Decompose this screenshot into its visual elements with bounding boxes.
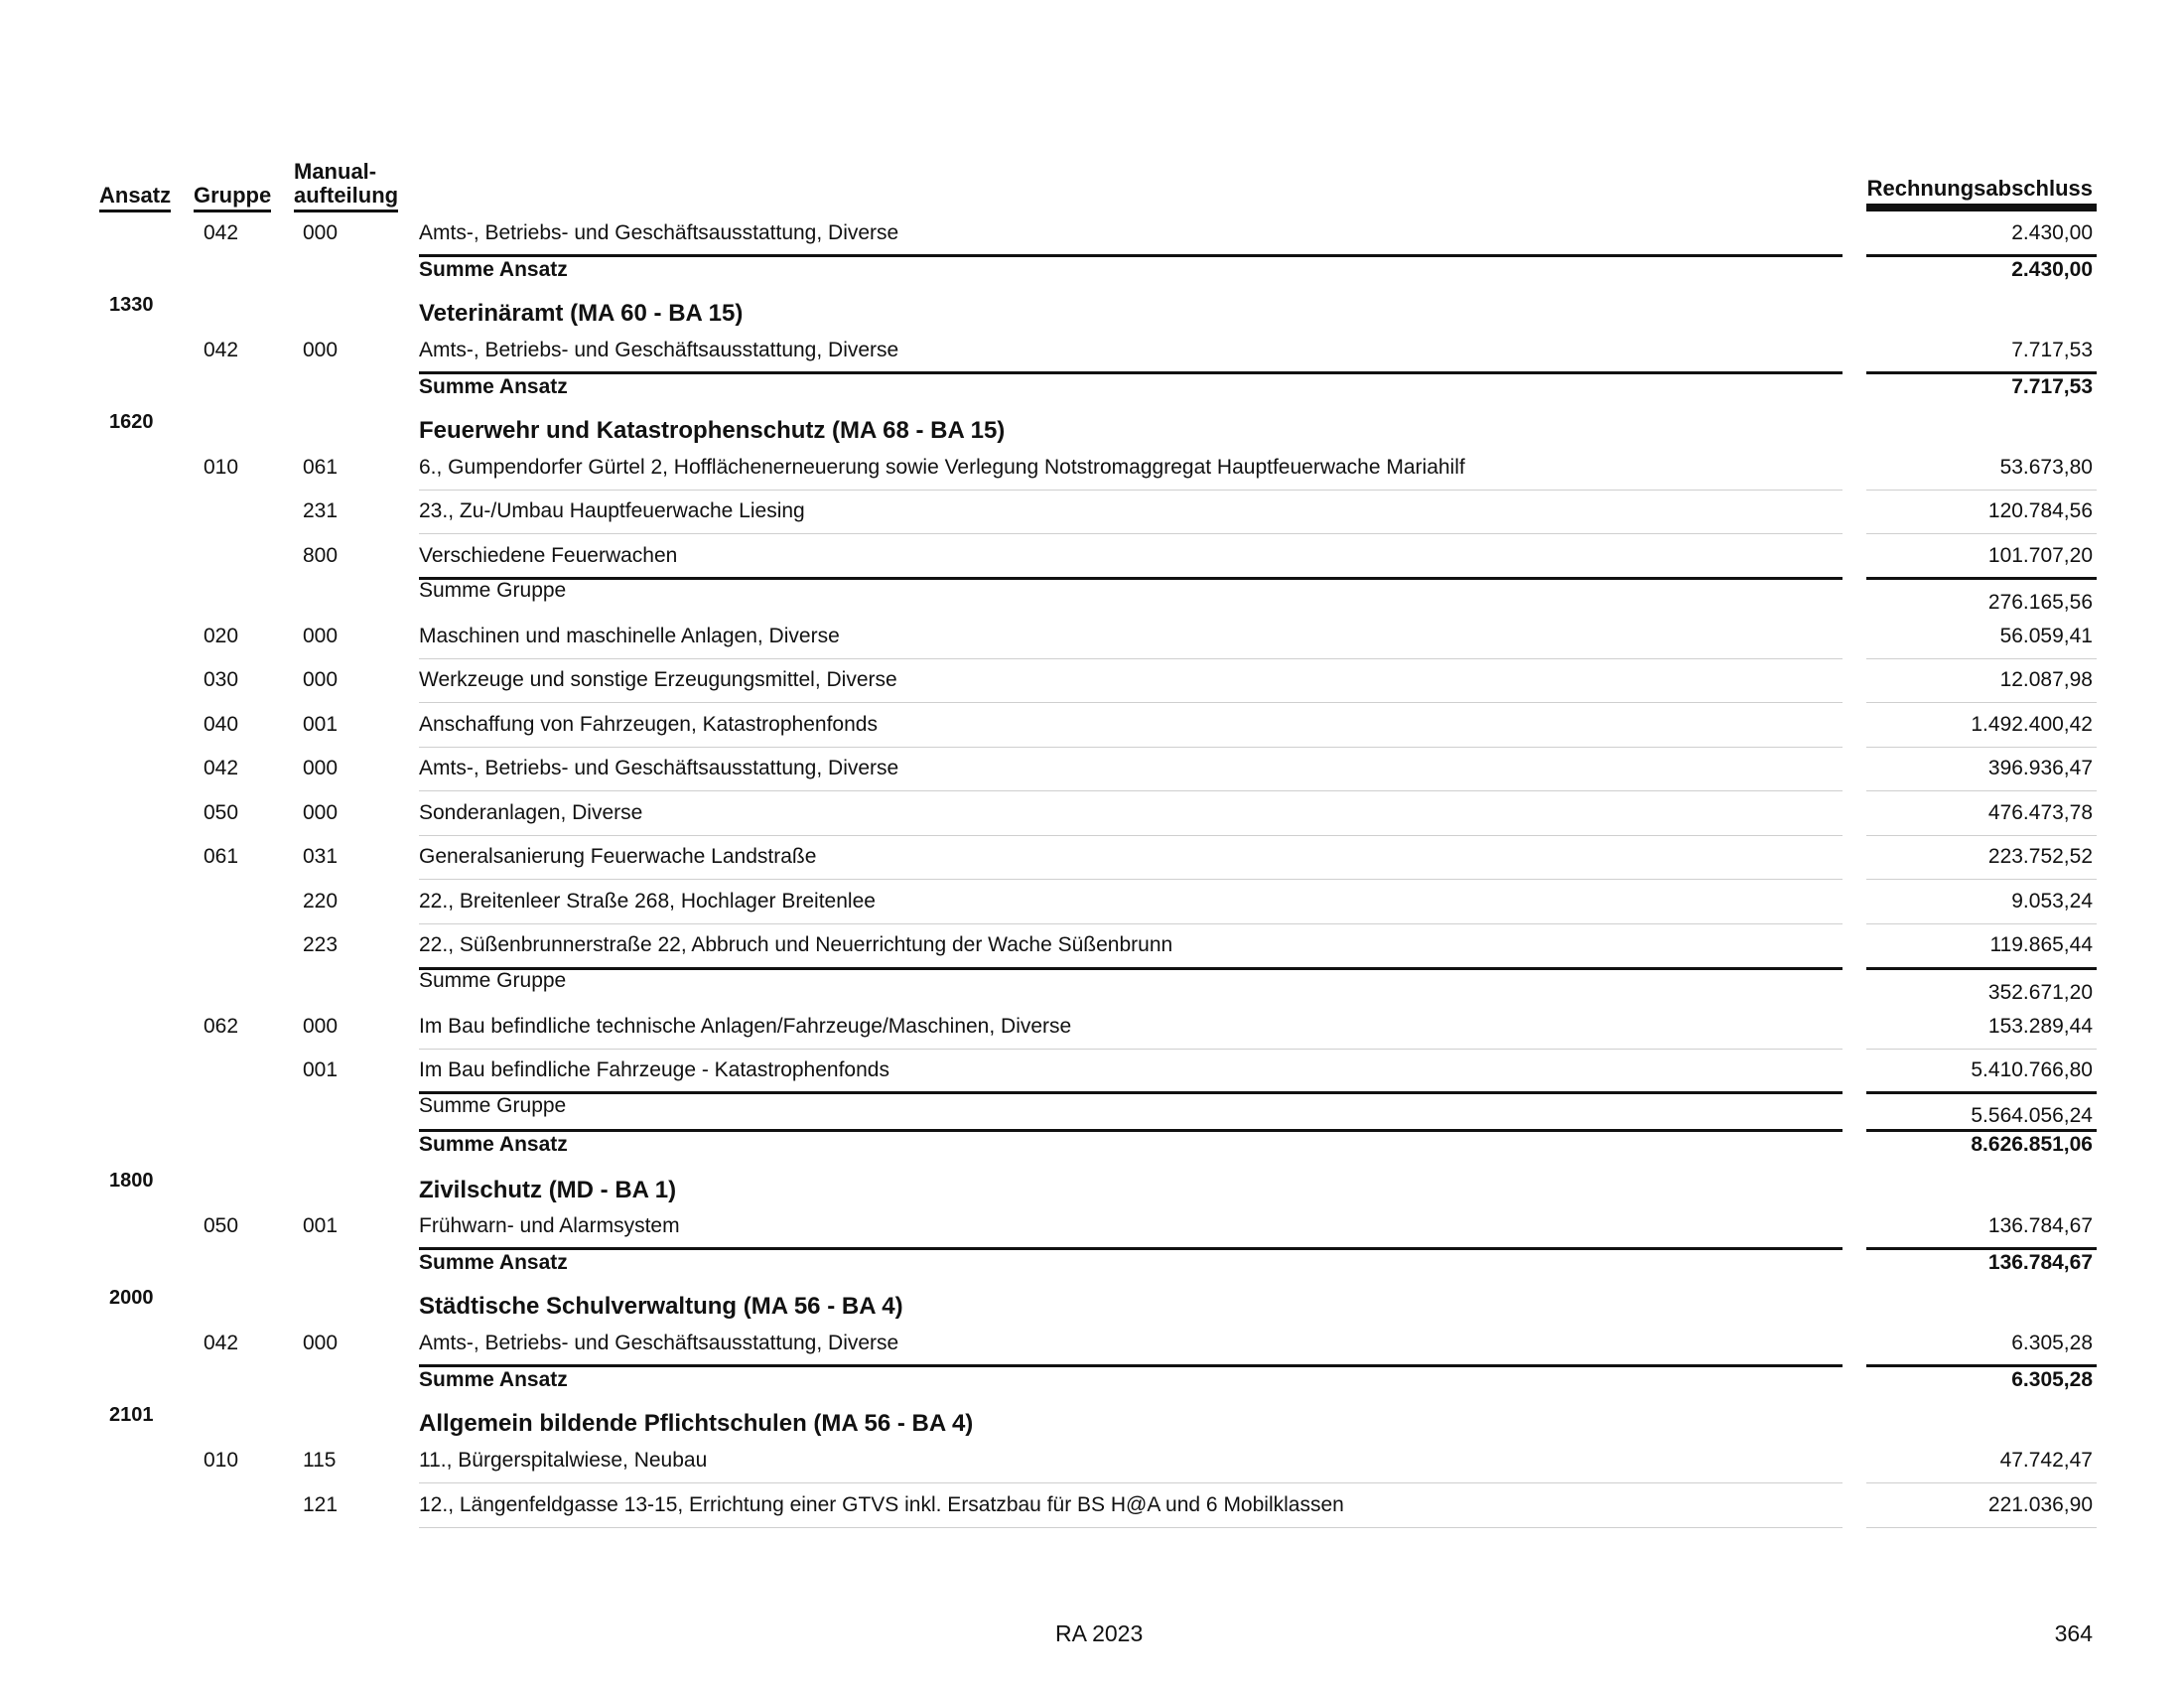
manual-cell: 000 — [303, 1332, 339, 1354]
total-rule — [419, 371, 1843, 374]
summe-gruppe-value: 276.165,56 — [1987, 591, 2093, 614]
description-cell: Im Bau befindliche Fahrzeuge - Katastrophenfonds — [419, 1058, 889, 1081]
col-header-manual-line2: aufteilung — [294, 183, 398, 212]
table-row — [0, 702, 2184, 747]
amount-cell: 47.742,47 — [1999, 1449, 2093, 1472]
manual-cell: 121 — [303, 1493, 339, 1516]
total-rule — [1866, 967, 2097, 970]
total-rule — [419, 1247, 1843, 1250]
total-rule — [419, 1364, 1843, 1367]
table-row — [0, 1048, 2184, 1092]
amount-cell: 396.936,47 — [1987, 757, 2093, 779]
amount-cell: 1.492.400,42 — [1971, 713, 2093, 736]
table-row — [0, 1321, 2184, 1365]
section-title: Allgemein bildende Pflichtschulen (MA 56 - BA 4) — [419, 1410, 974, 1437]
total-rule — [1866, 1091, 2097, 1094]
summe-ansatz-label: Summe Ansatz — [419, 375, 568, 398]
table-row — [0, 1482, 2184, 1527]
gruppe-cell: 062 — [204, 1015, 239, 1038]
gruppe-cell: 040 — [204, 713, 239, 736]
total-rule — [419, 254, 1843, 257]
gruppe-cell: 061 — [204, 845, 239, 868]
col-header-gruppe: Gruppe — [194, 183, 271, 212]
table-row — [0, 746, 2184, 790]
summe-gruppe-value: 352.671,20 — [1987, 981, 2093, 1004]
manual-cell: 000 — [303, 339, 339, 361]
summe-ansatz-value: 136.784,67 — [1987, 1251, 2093, 1274]
table-row — [0, 834, 2184, 879]
summe-ansatz-label: Summe Ansatz — [419, 258, 568, 281]
table-row — [0, 614, 2184, 658]
summe-gruppe-label: Summe Gruppe — [419, 1094, 567, 1117]
description-cell: Amts-, Betriebs- und Geschäftsausstattung, Diverse — [419, 221, 899, 244]
description-cell: Anschaffung von Fahrzeugen, Katastrophenfonds — [419, 713, 878, 736]
gruppe-cell: 010 — [204, 1449, 239, 1472]
summe-ansatz-value: 8.626.851,06 — [1971, 1133, 2093, 1156]
footer-document-label: RA 2023 — [1055, 1620, 1144, 1646]
amount-cell: 153.289,44 — [1987, 1015, 2093, 1038]
table-row — [0, 1438, 2184, 1482]
ansatz-code: 1330 — [109, 294, 154, 316]
section-title: Zivilschutz (MD - BA 1) — [419, 1177, 677, 1203]
ansatz-code: 1800 — [109, 1170, 154, 1192]
summe-ansatz-value: 7.717,53 — [2011, 375, 2093, 398]
summe-gruppe-value: 5.564.056,24 — [1971, 1104, 2093, 1127]
section-title: Städtische Schulverwaltung (MA 56 - BA 4) — [419, 1293, 903, 1320]
manual-cell: 000 — [303, 221, 339, 244]
gruppe-cell: 030 — [204, 668, 239, 691]
manual-cell: 001 — [303, 713, 339, 736]
description-cell: Sonderanlagen, Diverse — [419, 801, 643, 824]
ansatz-code: 1620 — [109, 411, 154, 433]
table-row — [0, 328, 2184, 372]
table-row — [0, 445, 2184, 490]
total-rule — [1866, 1247, 2097, 1250]
manual-cell: 231 — [303, 499, 339, 522]
amount-cell: 56.059,41 — [1999, 625, 2093, 647]
description-cell: Im Bau befindliche technische Anlagen/Fahrzeuge/Maschinen, Diverse — [419, 1015, 1072, 1038]
gruppe-cell: 042 — [204, 757, 239, 779]
summe-ansatz-label: Summe Ansatz — [419, 1251, 568, 1274]
manual-cell: 000 — [303, 801, 339, 824]
manual-cell: 000 — [303, 1015, 339, 1038]
summe-gruppe-label: Summe Gruppe — [419, 969, 567, 992]
amount-cell: 101.707,20 — [1987, 544, 2093, 567]
gruppe-cell: 020 — [204, 625, 239, 647]
table-row — [0, 533, 2184, 578]
gruppe-cell: 050 — [204, 1214, 239, 1237]
amount-cell: 9.053,24 — [2011, 890, 2093, 913]
manual-cell: 223 — [303, 933, 339, 956]
table-row — [0, 1203, 2184, 1248]
description-cell: 22., Breitenleer Straße 268, Hochlager Breitenlee — [419, 890, 876, 913]
amount-cell: 7.717,53 — [2011, 339, 2093, 361]
manual-cell: 061 — [303, 456, 339, 479]
amount-cell: 119.865,44 — [1989, 933, 2093, 956]
manual-cell: 031 — [303, 845, 339, 868]
total-rule — [1866, 1364, 2097, 1367]
table-row — [0, 211, 2184, 255]
total-rule — [419, 1091, 1843, 1094]
total-rule — [1866, 254, 2097, 257]
amount-cell: 5.410.766,80 — [1971, 1058, 2093, 1081]
summe-ansatz-label: Summe Ansatz — [419, 1368, 568, 1391]
amount-cell: 53.673,80 — [1999, 456, 2093, 479]
table-row — [0, 790, 2184, 835]
col-header-manual-line1: Manual- — [294, 159, 377, 184]
manual-cell: 115 — [303, 1449, 337, 1472]
section-title: Feuerwehr und Katastrophenschutz (MA 68 - BA 15) — [419, 417, 1006, 444]
gruppe-cell: 010 — [204, 456, 239, 479]
total-rule — [1866, 577, 2097, 580]
description-cell: 22., Süßenbrunnerstraße 22, Abbruch und Neuerrichtung der Wache Süßenbrunn — [419, 933, 1173, 956]
col-header-ansatz: Ansatz — [99, 183, 171, 212]
manual-cell: 000 — [303, 668, 339, 691]
description-cell: Verschiedene Feuerwachen — [419, 544, 678, 567]
manual-cell: 800 — [303, 544, 339, 567]
table-row — [0, 879, 2184, 923]
gruppe-cell: 042 — [204, 1332, 239, 1354]
summe-ansatz-value: 2.430,00 — [2011, 258, 2093, 281]
description-cell: Amts-, Betriebs- und Geschäftsausstattung, Diverse — [419, 757, 899, 779]
manual-cell: 220 — [303, 890, 339, 913]
amount-cell: 136.784,67 — [1987, 1214, 2093, 1237]
manual-cell: 001 — [303, 1058, 339, 1081]
description-cell: Amts-, Betriebs- und Geschäftsausstattung, Diverse — [419, 339, 899, 361]
description-cell: Werkzeuge und sonstige Erzeugungsmittel, Diverse — [419, 668, 897, 691]
description-cell: Generalsanierung Feuerwache Landstraße — [419, 845, 817, 868]
summe-ansatz-value: 6.305,28 — [2011, 1368, 2093, 1391]
gruppe-cell: 050 — [204, 801, 239, 824]
total-rule — [1866, 371, 2097, 374]
manual-cell: 001 — [303, 1214, 339, 1237]
summe-ansatz-label: Summe Ansatz — [419, 1133, 568, 1156]
description-cell: 23., Zu-/Umbau Hauptfeuerwache Liesing — [419, 499, 805, 522]
amount-cell: 6.305,28 — [2011, 1332, 2093, 1354]
amount-cell: 223.752,52 — [1987, 845, 2093, 868]
amount-cell: 476.473,78 — [1987, 801, 2093, 824]
ansatz-code: 2000 — [109, 1287, 154, 1309]
table-row — [0, 1004, 2184, 1049]
amount-cell: 120.784,56 — [1987, 499, 2093, 522]
total-rule — [1866, 1129, 2097, 1132]
col-header-rechnungsabschluss: Rechnungsabschluss — [1866, 176, 2093, 201]
total-rule — [419, 1129, 1843, 1132]
total-rule — [419, 577, 1843, 580]
description-cell: Frühwarn- und Alarmsystem — [419, 1214, 680, 1237]
gruppe-cell: 042 — [204, 221, 239, 244]
description-cell: 6., Gumpendorfer Gürtel 2, Hofflächenerneuerung sowie Verlegung Notstromaggregat Hauptfeuerwache Mariahilf — [419, 456, 1465, 479]
table-row — [0, 657, 2184, 702]
table-row — [0, 922, 2184, 967]
table-row — [0, 489, 2184, 533]
total-rule — [419, 967, 1843, 970]
page-number: 364 — [2054, 1620, 2093, 1646]
section-title: Veterinäramt (MA 60 - BA 15) — [419, 300, 744, 327]
gruppe-cell: 042 — [204, 339, 239, 361]
amount-cell: 12.087,98 — [1999, 668, 2093, 691]
description-cell: Maschinen und maschinelle Anlagen, Diverse — [419, 625, 840, 647]
ansatz-code: 2101 — [109, 1404, 154, 1426]
amount-cell: 2.430,00 — [2011, 221, 2093, 244]
description-cell: 12., Längenfeldgasse 13-15, Errichtung einer GTVS inkl. Ersatzbau für BS H@A und 6 Mobilklassen — [419, 1493, 1344, 1516]
description-cell: 11., Bürgerspitalwiese, Neubau — [419, 1449, 708, 1472]
manual-cell: 000 — [303, 757, 339, 779]
manual-cell: 000 — [303, 625, 339, 647]
summe-gruppe-label: Summe Gruppe — [419, 579, 567, 602]
description-cell: Amts-, Betriebs- und Geschäftsausstattung, Diverse — [419, 1332, 899, 1354]
amount-cell: 221.036,90 — [1987, 1493, 2093, 1516]
